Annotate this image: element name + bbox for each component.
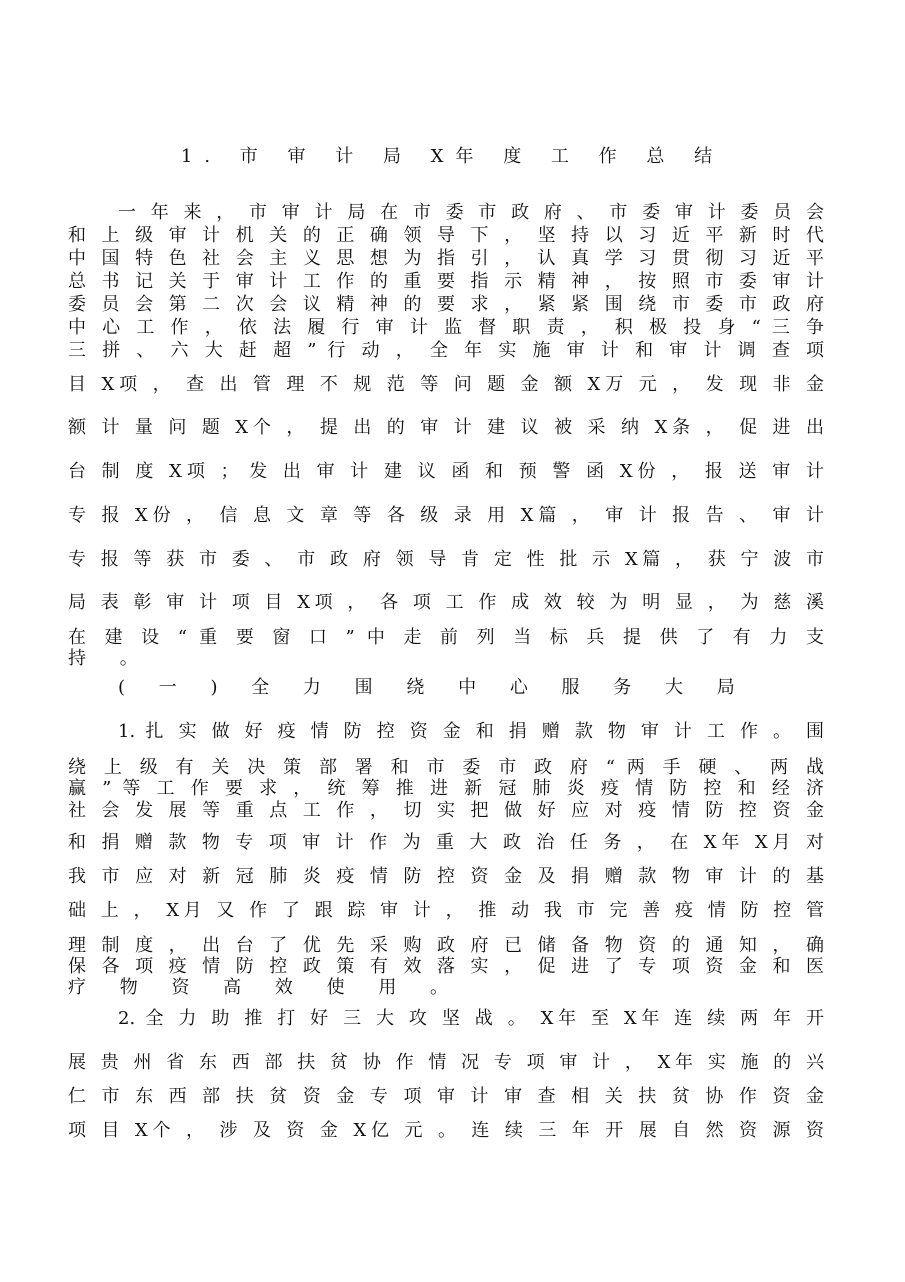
paragraph-line: 中 国 特 色 社 会 主 义 思 想 为 指 引 ， 认 真 学 习 贯 彻 习 近 平: [68, 248, 824, 269]
document-title: 1. 市 审 计 局 X年 度 工 作 总 结: [180, 146, 725, 167]
paragraph-line: 额 计 量 问 题 X个 ， 提 出 的 审 计 建 议 被 采 纳 X条 ， 促 进 出: [68, 417, 824, 438]
paragraph-line: 2. 全 力 助 推 打 好 三 大 攻 坚 战 。 X年 至 X年 连 续 两 年 开: [118, 1008, 824, 1029]
paragraph-line: 专 报 等 获 市 委 、 市 政 府 领 导 肯 定 性 批 示 X篇 ， 获 宁 波 市: [68, 549, 824, 570]
section-heading: ( 一 ) 全 力 围 绕 中 心 服 务 大 局: [118, 677, 749, 698]
paragraph-line: 展 贵 州 省 东 西 部 扶 贫 协 作 情 况 专 项 审 计 ， X年 实 施 的 兴: [68, 1052, 824, 1073]
paragraph-line: 仁 市 东 西 部 扶 贫 资 金 专 项 审 计 审 查 相 关 扶 贫 协 作 资 金: [68, 1086, 824, 1107]
paragraph-line: 专 报 X份 ， 信 息 文 章 等 各 级 录 用 X篇 ， 审 计 报 告 、 审 计: [68, 505, 824, 526]
paragraph-line: 我 市 应 对 新 冠 肺 炎 疫 情 防 控 资 金 及 捐 赠 款 物 审 计 的 基: [68, 866, 824, 887]
paragraph-line: 总 书 记 关 于 审 计 工 作 的 重 要 指 示 精 神 ， 按 照 市 委 审 计: [68, 271, 824, 292]
paragraph-line: 持 。: [68, 648, 152, 669]
paragraph-line: 和 捐 赠 款 物 专 项 审 计 作 为 重 大 政 治 任 务 ， 在 X年 X月 对: [68, 832, 824, 853]
paragraph-line: 理 制 度 ， 出 台 了 优 先 采 购 政 府 已 储 备 物 资 的 通 知 ， 确: [68, 935, 824, 956]
paragraph-line: 中 心 工 作 ， 依 法 履 行 审 计 监 督 职 责 ， 积 极 投 身 “ 三 争: [68, 317, 824, 338]
paragraph-line: 社 会 发 展 等 重 点 工 作 ， 切 实 把 做 好 应 对 疫 情 防 控 资 金: [68, 800, 824, 821]
paragraph-line: 和 上 级 审 计 机 关 的 正 确 领 导 下 ， 坚 持 以 习 近 平 新 时 代: [68, 225, 824, 246]
paragraph-line: 绕 上 级 有 关 决 策 部 署 和 市 委 市 政 府 “ 两 手 硬 、 两 战: [68, 757, 824, 778]
paragraph-line: 赢 ” 等 工 作 要 求 ， 统 筹 推 进 新 冠 肺 炎 疫 情 防 控 和 经 济: [68, 778, 824, 799]
paragraph-line: 委 员 会 第 二 次 会 议 精 神 的 要 求 ， 紧 紧 围 绕 市 委 市 政 府: [68, 294, 824, 315]
paragraph-line: 1. 扎 实 做 好 疫 情 防 控 资 金 和 捐 赠 款 物 审 计 工 作 。 围: [118, 721, 824, 742]
paragraph-line: 三 拼 、 六 大 赶 超 ” 行 动 ， 全 年 实 施 审 计 和 审 计 调 查 项: [68, 340, 824, 361]
paragraph-line: 台 制 度 X项 ； 发 出 审 计 建 议 函 和 预 警 函 X份 ， 报 送 审 计: [68, 461, 824, 482]
paragraph-line: 础 上 ， X月 又 作 了 跟 踪 审 计 ， 推 动 我 市 完 善 疫 情 防 控 管: [68, 900, 824, 921]
paragraph-line: 保 各 项 疫 情 防 控 政 策 有 效 落 实 ， 促 进 了 专 项 资 金 和 医: [68, 956, 824, 977]
paragraph-line: 在 建 设 “ 重 要 窗 口 ” 中 走 前 列 当 标 兵 提 供 了 有 力 支: [68, 627, 824, 648]
paragraph-line: 一 年 来 ， 市 审 计 局 在 市 委 市 政 府 、 市 委 审 计 委 员 会: [118, 202, 824, 223]
paragraph-line: 疗 物 资 高 效 使 用 。: [68, 977, 463, 998]
paragraph-line: 项 目 X个 ， 涉 及 资 金 X亿 元 。 连 续 三 年 开 展 自 然 资 源 资: [68, 1120, 824, 1141]
paragraph-line: 局 表 彰 审 计 项 目 X项 ， 各 项 工 作 成 效 较 为 明 显 ， 为 慈 溪: [68, 592, 824, 613]
paragraph-line: 目 X项 ， 查 出 管 理 不 规 范 等 问 题 金 额 X万 元 ， 发 现 非 金: [68, 374, 824, 395]
